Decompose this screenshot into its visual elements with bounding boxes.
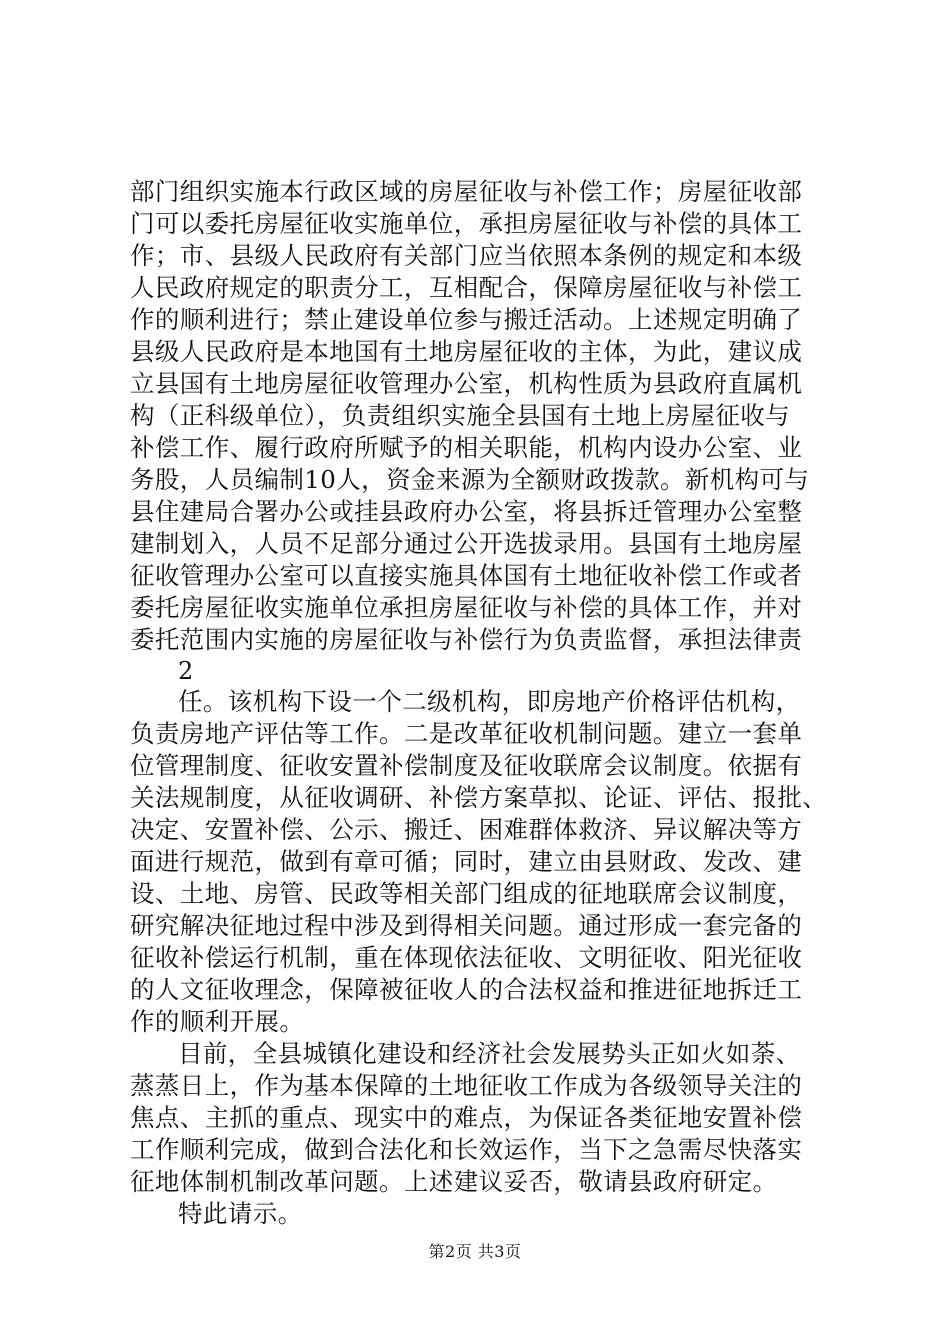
body-text-line: 作；市、县级人民政府有关部门应当依照本条例的规定和本级 <box>130 241 803 270</box>
paragraph-line: 面进行规范，做到有章可循；同时，建立由县财政、发改、建 <box>130 847 803 876</box>
paragraph-line: 位管理制度、征收安置补偿制度及征收联席会议制度。依据有 <box>130 751 803 780</box>
body-text-line: 作的顺利进行；禁止建设单位参与搬迁活动。上述规定明确了 <box>130 305 803 334</box>
paragraph-line: 的人文征收理念，保障被征收人的合法权益和推进征地拆迁工 <box>130 975 803 1004</box>
page-footer: 第2页 共3页 <box>428 1242 522 1261</box>
paragraph-line: 焦点、主抓的重点、现实中的难点，为保证各类征地安置补偿 <box>130 1103 803 1132</box>
body-text-line: 立县国有土地房屋征收管理办公室，机构性质为县政府直属机 <box>130 369 803 398</box>
body-text-line: 委托房屋征收实施单位承担房屋征收与补偿的具体工作，并对 <box>130 593 803 622</box>
body-text-line: 县住建局合署办公或挂县政府办公室，将县拆迁管理办公室整 <box>130 497 803 526</box>
body-text-line: 构（正科级单位），负责组织实施全县国有土地上房屋征收与 <box>130 401 791 430</box>
paragraph-line: 征地体制机制改革问题。上述建议妥否，敬请县政府研定。 <box>130 1167 778 1196</box>
body-text-line: 人民政府规定的职责分工，互相配合，保障房屋征收与补偿工 <box>130 273 803 302</box>
inline-page-number: 2 <box>178 657 194 685</box>
paragraph-line: 征收补偿运行机制，重在体现依法征收、文明征收、阳光征收 <box>130 943 803 972</box>
paragraph-line: 设、土地、房管、民政等相关部门组成的征地联席会议制度， <box>130 879 803 908</box>
body-text-line: 务股，人员编制10人，资金来源为全额财政拨款。新机构可与 <box>130 465 810 494</box>
body-text-line: 征收管理办公室可以直接实施具体国有土地征收补偿工作或者 <box>130 561 803 590</box>
paragraph-line: 目前，全县城镇化建设和经济社会发展势头正如火如荼、 <box>178 1039 801 1068</box>
paragraph-line: 蒸蒸日上，作为基本保障的土地征收工作成为各级领导关注的 <box>130 1071 803 1100</box>
paragraph-line: 作的顺利开展。 <box>130 1007 305 1036</box>
paragraph-line: 工作顺利完成，做到合法化和长效运作，当下之急需尽快落实 <box>130 1135 803 1164</box>
body-text-line: 建制划入，人员不足部分通过公开选拔录用。县国有土地房屋 <box>130 529 803 558</box>
paragraph-line: 决定、安置补偿、公示、搬迁、困难群体救济、异议解决等方 <box>130 815 803 844</box>
paragraph-line: 研究解决征地过程中涉及到得相关问题。通过形成一套完备的 <box>130 911 803 940</box>
body-text-line: 部门组织实施本行政区域的房屋征收与补偿工作；房屋征收部 <box>130 177 803 206</box>
body-text-line: 门可以委托房屋征收实施单位，承担房屋征收与补偿的具体工 <box>130 209 803 238</box>
paragraph-line: 关法规制度，从征收调研、补偿方案草拟、论证、评估、报批、 <box>130 783 828 812</box>
closing-text: 特此请示。 <box>178 1199 303 1228</box>
body-text-line: 补偿工作、履行政府所赋予的相关职能，机构内设办公室、业 <box>130 433 803 462</box>
body-text-line: 县级人民政府是本地国有土地房屋征收的主体，为此，建议成 <box>130 337 803 366</box>
paragraph-line: 任。该机构下设一个二级机构，即房地产价格评估机构， <box>178 687 801 716</box>
body-text-line: 委托范围内实施的房屋征收与补偿行为负责监督，承担法律责 <box>130 625 803 654</box>
paragraph-line: 负责房地产评估等工作。二是改革征收机制问题。建立一套单 <box>130 719 803 748</box>
